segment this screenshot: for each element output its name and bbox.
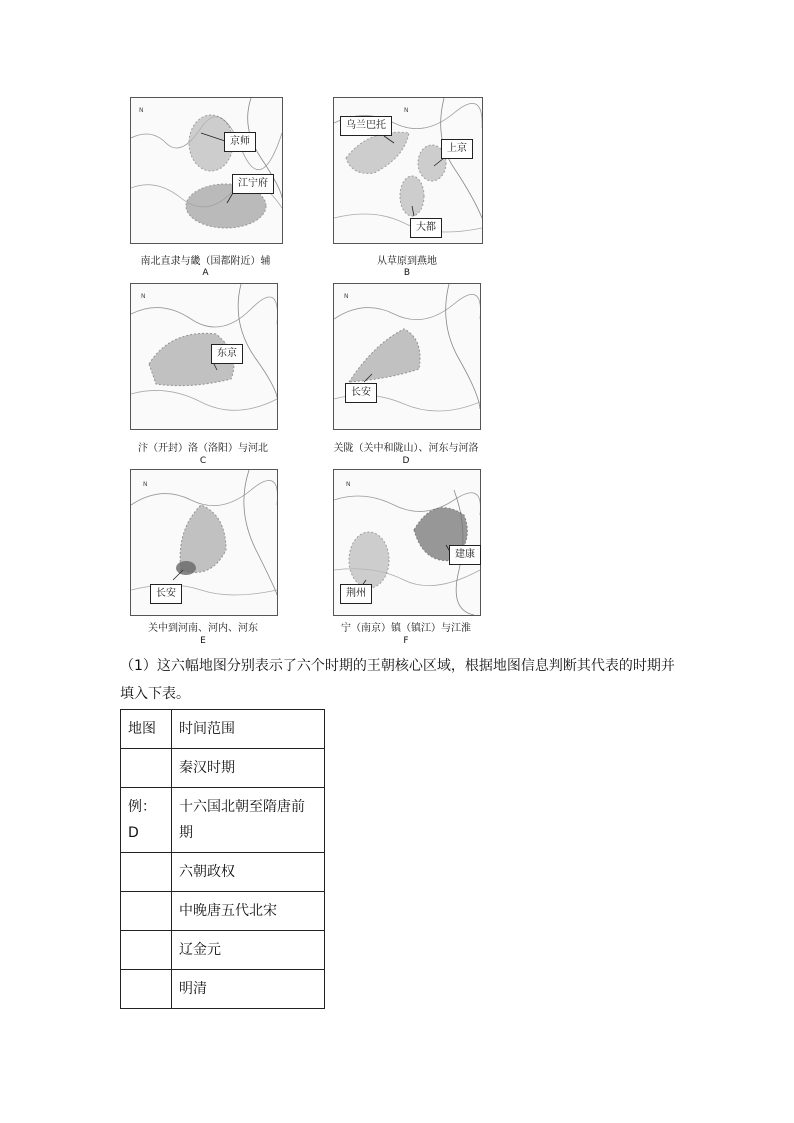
header-period: 时间范围	[172, 710, 325, 749]
map-d-caption: 关陇（关中和陇山）、河东与河洛	[333, 443, 479, 454]
map-a-caption: 南北直隶与畿（国都附近）辅	[140, 256, 271, 267]
svg-text:N: N	[141, 293, 146, 300]
svg-text:N: N	[344, 293, 349, 300]
map-d-letter: D	[402, 456, 410, 466]
answer-cell[interactable]	[121, 892, 172, 931]
map-f-callout-jingzhou: 荆州	[340, 584, 372, 604]
table-row	[121, 853, 325, 892]
svg-text:N: N	[139, 107, 144, 114]
period-cell: 六朝政权	[172, 853, 325, 892]
answer-cell[interactable]	[121, 970, 172, 1009]
map-c-letter: C	[199, 456, 207, 466]
map-a-callout-jiangningfu: 江宁府	[232, 174, 274, 194]
question-text: （1）这六幅地图分别表示了六个时期的王朝核心区域，根据地图信息判断其代表的时期并填入下表。	[120, 658, 675, 702]
table-row	[121, 970, 325, 1009]
header-map: 地图	[121, 710, 172, 749]
answer-cell[interactable]	[121, 853, 172, 892]
map-image-a	[130, 97, 283, 244]
map-e-letter: E	[200, 636, 206, 646]
map-image-d	[333, 283, 481, 430]
map-b-caption: 从草原到燕地	[377, 256, 437, 267]
period-cell: 明清	[172, 970, 325, 1009]
period-cell: 辽金元	[172, 931, 325, 970]
map-b-callout-dadu: 大都	[410, 218, 442, 238]
map-a-letter: A	[202, 268, 209, 278]
map-a-callout-jingshi: 京师	[224, 132, 256, 152]
map-c-caption: 汴（开封）洛（洛阳）与河北	[138, 443, 268, 454]
period-cell: 秦汉时期	[172, 749, 325, 788]
map-b-callout-shangjing: 上京	[441, 139, 473, 159]
map-image-c	[130, 283, 278, 430]
table-row	[121, 892, 325, 931]
answer-cell[interactable]	[121, 931, 172, 970]
map-f-caption: 宁（南京）镇（镇江）与江淮	[341, 623, 471, 634]
map-c-callout-dongjing: 东京	[211, 344, 243, 364]
answer-table	[120, 709, 325, 1009]
period-cell: 中晚唐五代北宋	[172, 892, 325, 931]
table-header-row	[121, 710, 325, 749]
map-b-letter: B	[403, 268, 411, 278]
period-cell: 十六国北朝至隋唐前期	[172, 788, 325, 853]
map-d-callout-changan: 长安	[345, 383, 377, 403]
table-row	[121, 931, 325, 970]
table-row	[121, 749, 325, 788]
map-e-caption: 关中到河南、河内、河东	[148, 623, 258, 634]
svg-text:N: N	[143, 481, 148, 488]
map-e-callout-changan: 长安	[150, 584, 182, 604]
map-b-callout-ulaanbaatar: 乌兰巴托	[340, 116, 392, 136]
svg-text:N: N	[346, 481, 351, 488]
map-f-letter: F	[403, 636, 409, 646]
example-cell: 例：D	[121, 788, 172, 853]
svg-text:N: N	[404, 107, 409, 114]
map-f-callout-jiankang: 建康	[449, 545, 481, 565]
table-row	[121, 788, 325, 853]
answer-cell[interactable]	[121, 749, 172, 788]
